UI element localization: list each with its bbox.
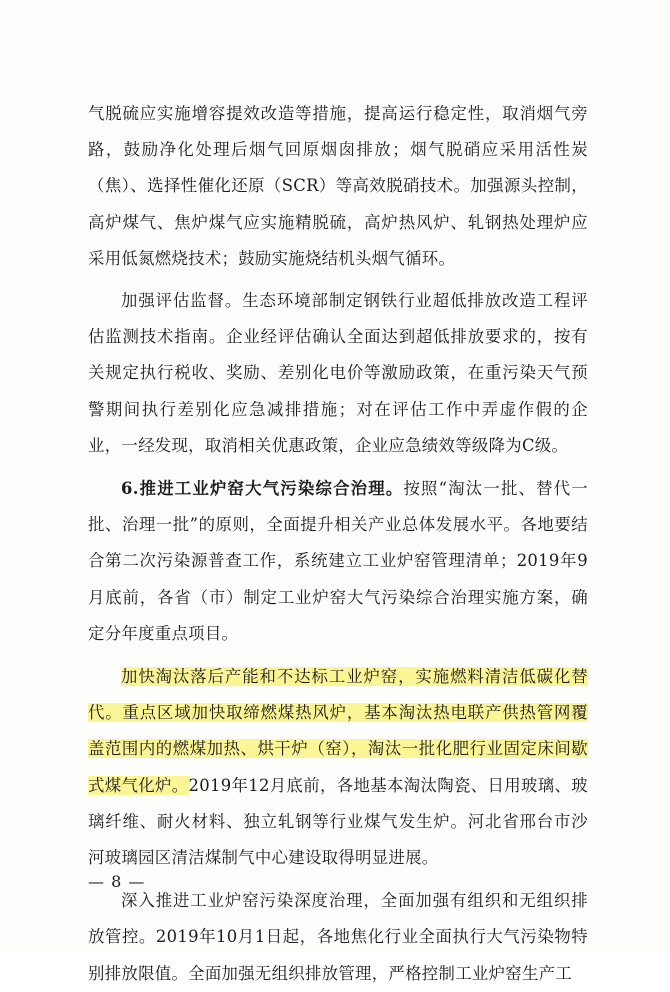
paragraph-industrial-kiln-governance: [88, 471, 588, 652]
paragraph-text: 按照“淘汰一批、替代一批、治理一批”的原则，全面提升相关产业总体发展水平。各地要结合第二次污染源普查工作，系统建立工业炉窑管理清单；2019年9月底前，各省（市）制定工业炉窑大气污染综合治理实施方案，确定分年度重点项目。: [88, 479, 588, 643]
paragraph-text: 深入推进工业炉窑污染深度治理，全面加强有组织和无组织排放管控。2019年10月1日起，各地焦化行业全面执行大气污染物特别排放限值。全面加强无组织排放管理，严格控制工业炉窑生产工: [88, 891, 588, 983]
paragraph-eliminate-backward-capacity: [88, 659, 588, 876]
paragraph-flue-gas-treatment: [88, 96, 588, 277]
paragraph-deep-treatment: [88, 883, 588, 992]
paragraph-assessment-supervision: [88, 283, 588, 464]
document-body: [88, 96, 588, 992]
section-heading: 6.推进工业炉窑大气污染综合治理。: [121, 479, 404, 499]
page-number: — 8 —: [88, 872, 146, 891]
paragraph-text: 气脱硫应实施增容提效改造等措施，提高运行稳定性，取消烟气旁路，鼓励净化处理后烟气回原烟囱排放；烟气脱硝应采用活性炭（焦）、选择性催化还原（SCR）等高效脱硝技术。加强源头控制，高炉煤气、焦炉煤气应实施精脱硫，高炉热风炉、轧钢热处理炉应采用低氮燃烧技术；鼓励实施烧结机头烟气循环。: [88, 104, 588, 268]
highlighted-text: 加快淘汰落后产能和不达标工业炉窑，实施燃料清洁低碳化替代。重点区域加快取缔燃煤热风炉，基本淘汰热电联产供热管网覆盖范围内的燃煤加热、烘干炉（窑），淘汰一批化肥行业固定床间歇式煤气化炉。: [88, 667, 588, 795]
paragraph-text: 2019年12月底前，各地基本淘汰陶瓷、日用玻璃、玻璃纤维、耐火材料、独立轧钢等行业煤气发生炉。河北省邢台市沙河玻璃园区清洁煤制气中心建设取得明显进展。: [88, 775, 588, 868]
paragraph-text: 加强评估监督。生态环境部制定钢铁行业超低排放改造工程评估监测技术指南。企业经评估确认全面达到超低排放要求的，按有关规定执行税收、奖励、差别化电价等激励政策，在重污染天气预警期间执行差别化应急减排措施；对在评估工作中弄虚作假的企业，一经发现，取消相关优惠政策，企业应急绩效等级降为C级。: [88, 291, 588, 455]
